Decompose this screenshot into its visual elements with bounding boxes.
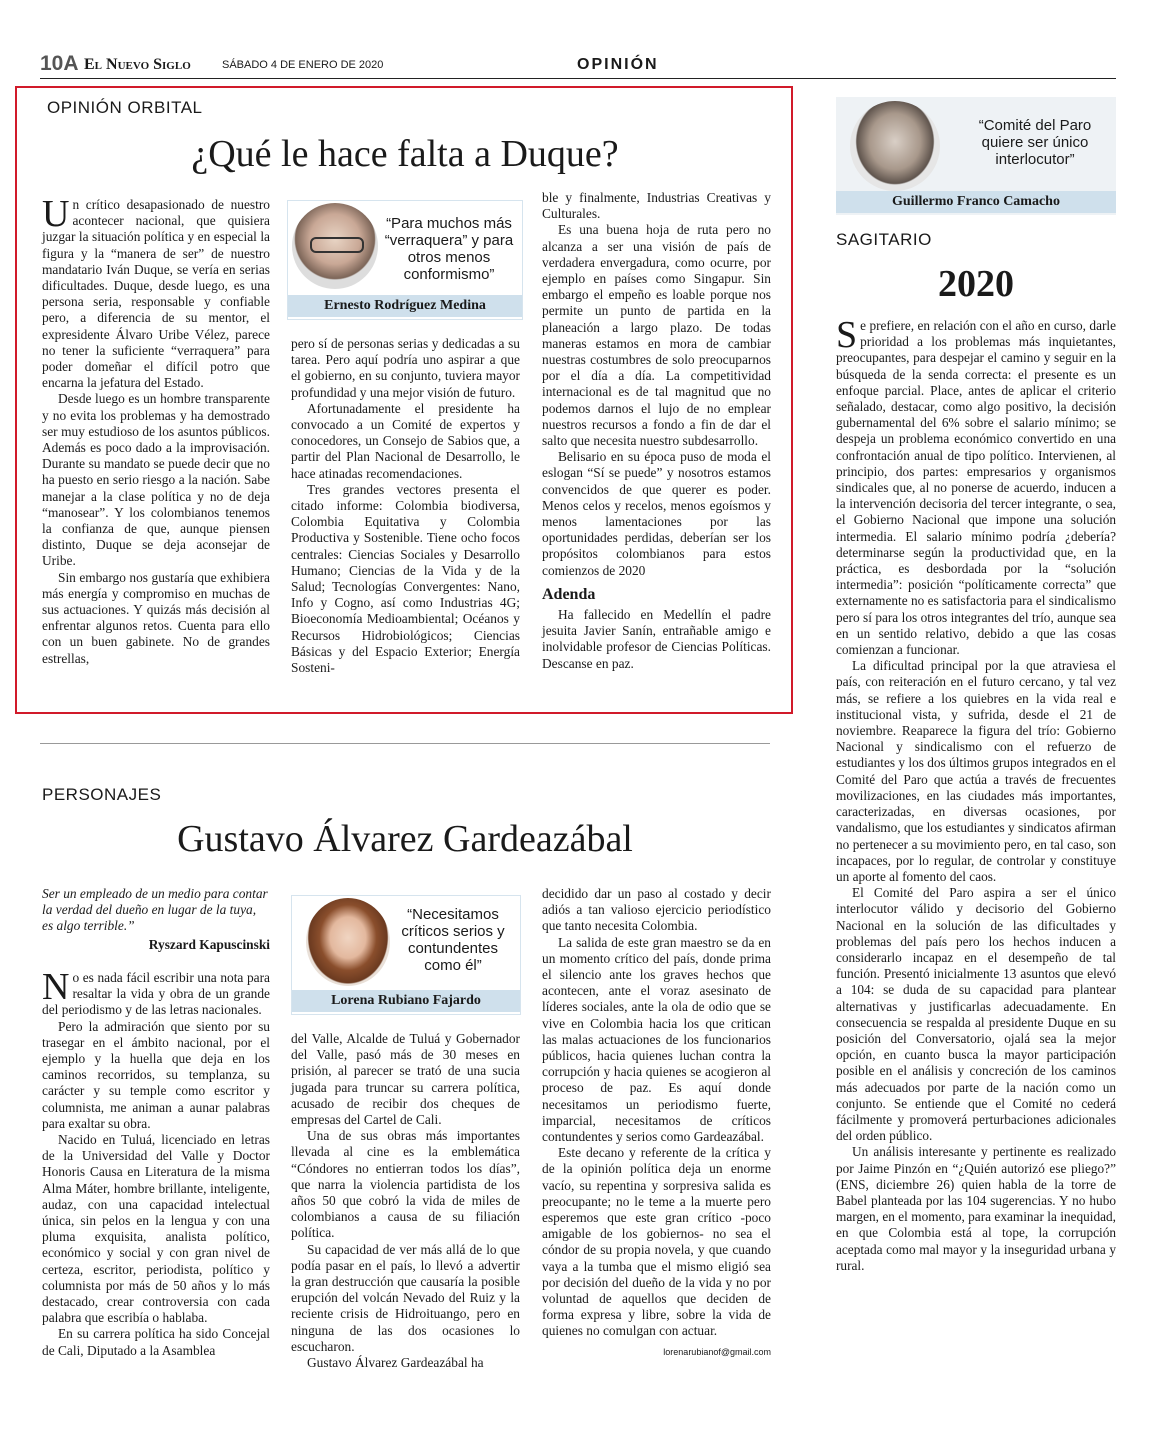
paper-name: El Nuevo Siglo [84,56,191,73]
epigraph [42,886,270,953]
article3-author: Guillermo Franco Camacho [836,191,1116,213]
page-number: 10A [40,52,79,75]
article1-col2: pero sí de personas serias y dedicadas a su tarea. Pero aquí podría uno aspirar a que el gobierno, en su conjunto, tuviera mayor profundidad y una mejor visión de futuro. Afortunadamente el presidente ha convocado a un Comité de expertos y conocedores, un Consejo de Sabios que, a partir del Plan Nacional de Desarrollo, le hace atinadas recomendaciones. Tres grandes vectores presenta el citado informe: Colombia biodiversa, Colombia Equitativa y Colombia Productiva y Sostenible. Tiene ocho focos centrales: Ciencias Sociales y Desarrollo Humano; Ciencias de la Vida y de la Salud; Tecnologías Convergentes: Nano, Info y Cogno, así como Industrias 4G; Bioeconomía Medioambiental; Océanos y Recursos Hidrobiológicos; Ciencias Básicas y del Espacio Exterior; Energía Sosteni- [291,336,520,676]
dropcap: U [42,193,70,235]
article2-col2: del Valle, Alcalde de Tuluá y Gobernador del Valle, pasó más de 30 meses en prisión, al parecer se trató de una sucia jugada para truncar su carrera política, acusado de recibir dos cheques de empresas del Cartel de Cali. Una de sus obras más importantes llevada al cine es la emblemática “Cóndores no entierran todos los días”, que narra la violencia partidista de los años 50 que cobró la vida de miles de colombianos a causa de su filiación política. Su capacidad de ver más allá de lo que podía pasar en el país, lo llevó a advertir la gran destrucción que causaría la posible erupción del volcán Nevado del Ruiz y la reciente crisis de Hidroituango, pero en ninguna de las dos ocasiones lo escucharon. Gustavo Álvarez Gardeazábal ha [291,1031,520,1371]
article3-headline: 2020 [938,263,1014,305]
dropcap: S [836,314,858,356]
author-photo [292,203,378,289]
article1-col3: ble y finalmente, Industrias Creativas y Culturales. Es una buena hoja de ruta pero no alcanza a ser una visión de país de verdadera envergadura, como ocurre, por ejemplo en países como Singapur. Sin embargo el empeño es loable porque nos permite un punto de partida en la planeación a largo plazo. De todas maneras estamos en mora de cambiar nuestras costumbres de solo preocuparnos por el día a día. La competitividad internacional es de tal magnitud que no podemos darnos el lujo de no emplear nuestros recursos a fondo a fin de dar el salto que necesita nuestro subdesarrollo. Belisario en su época puso de moda el eslogan “Sí se puede” y nosotros estamos convencidos de que querer es poder. Menos celos y recelos, menos egoísmos y menos lamentaciones por las oportunidades perdidas, deberían ser los propósitos colombianos para estos comienzos de 2020 Adenda Ha fallecido en Medellín el padre jesuita Javier Sanín, entrañable amigo e inolvidable profesor de Ciencias Políticas. Descanse en paz. [542,190,771,671]
article2-col3: decidido dar un paso al costado y decir adiós a tan valioso ejercicio periodístico que tanto necesita Colombia. La salida de este gran maestro se da en un momento crítico del país, donde prima el silencio ante los graves hechos que acontecen, ante el voraz asesinato de líderes sociales, ante la ola de odio que se vive en Colombia hacia los que critican las malas actuaciones de los funcionarios públicos, hacia quienes luchan contra la corrupción y hacia quienes se acogieron al proceso de paz. Es aquí donde necesitamos un periodismo fuerte, imparcial, necesitamos de críticos contundentes y serios como Gardeazábal. Este decano y referente de la crítica y de la opinión política deja un enorme vacío, su repentina y sorpresiva salida es preocupante; no le teme a la muerte pero esperemos que este gran crítico -poco amigable de los gobiernos- no sea el cóndor de su propia novela, y que cuando vaya a la tumba que el mismo eligió sea por decisión del dueño de la vida y no por voluntad de aquellos que deciden de forma expresa y libre, sobre la vida de quienes no comulgan con actuar. lorenarubianof@gmail.com [542,886,771,1360]
section-divider [40,743,770,744]
section-title: OPINIÓN [577,56,659,73]
article2-quote-box [291,895,521,1015]
addendum-title: Adenda [542,585,596,603]
issue-date: SÁBADO 4 DE ENERO DE 2020 [222,59,384,71]
author-photo [306,898,390,986]
article2-pullquote: “Necesitamos críticos serios y contundentes como él” [401,906,505,974]
article3-pullquote: “Comité del Paro quiere ser único interlocutor” [978,117,1092,168]
article2-author: Lorena Rubiano Fajardo [292,990,520,1012]
dropcap: N [42,966,70,1008]
article2-col1: No es nada fácil escribir una nota para resaltar la vida y obra de un grande del periodismo y de las letras nacionales. Pero la admiración que siento por su trasegar en el ámbito nacional, por el ejemplo y la huella que deja en los caminos recorridos, su templanza, su carácter y su temple como escritor y columnista, me animan a aunar palabras para exaltar su obra. Nacido en Tuluá, licenciado en letras de la Universidad del Valle y Doctor Honoris Causa en Literatura de la misma Alma Máter, hombre brillante, inteligente, audaz, con una capacidad intelectual única, sin pelos en la lengua y con una pluma exquisita, analista político, económico y social y con gran nivel de certeza, escritor, periodista, político y columnista por más de 50 años y lo más destacado, crear controversia con cada palabra que escribía o hablaba. En su carrera política ha sido Concejal de Cali, Diputado a la Asamblea [42,966,270,1358]
article1-kicker: OPINIÓN ORBITAL [47,98,203,117]
article3-kicker: SAGITARIO [836,230,932,249]
article1-col1: Un crítico desapasionado de nuestro acontecer nacional, que quisiera juzgar la situación política y en especial la figura y la “manera de ser” de nuestro mandatario Iván Duque, se vería en serias dificultades. Duque, desde luego, es una persona seria, responsable y confiable pero, a diferencia de su mentor, el expresidente Álvaro Uribe Vélez, parece no tener la suficiente “verraquera” para poder domeñar el difícil potro que encarna la jefatura del Estado. Desde luego es un hombre transparente y no evita los problemas y ha demostrado ser muy estudioso de los asuntos públicos. Además es poco dado a la improvisación. Durante su mandato se puede decir que no ha puesto en serio riesgo a la nación. Sabe manejar a la clase política y no de deja “manosear”. Y los colombianos tenemos la confianza de que, aunque piensen distinto, Duque se deja aconsejar de Uribe. Sin embargo nos gustaría que exhibiera más energía y compromiso en muchas de sus actuaciones. Y quizás más decisión al enfrentar algunos retos. Cuenta para ello con un buen gabinete. No de grandes estrellas, [42,193,270,666]
article3-body: Se prefiere, en relación con el año en curso, darle prioridad a los problemas más inquietantes, preocupantes, para despejar el camino y seguir en la búsqueda de la senda correcta: el presente es un enfoque parcial. Place, antes de aplicar el criterio señalado, destacar, como algo positivo, la decisión gubernamental del 6% sobre el salario mínimo; se despeja un problema económico convertido en una confrontación anual de tipo político. Intervienen, al principio, dos partes: empresarios y organismos sindicales que, al no ponerse de acuerdo, inducen a la intervención decisoria del tercer integrante, o sea, el Gobierno Nacional que impone una solución intermedia. El salario mínimo podría ¿debería? determinarse según la productividad que, en la práctica, es desbordada por la “solución intermedia”: posición “políticamente correcta” que externamente no es satisfactoria para el sindicalismo pero sí para los otros integrantes del trío, aunque sea en un sentido relativo, debido a que las cosas comienzan a funcionar. La dificultad principal por la que atraviesa el país, con reiteración en el futuro cercano, y tal vez más, se refiere a los quiebres en la vida real e institucional vista, y sufrida, desde el 21 de noviembre. Reaparece la figura del trío: Gobierno Nacional y sindicalismo con el refuerzo de estudiantes y los dos últimos grupos integrados en el Comité del Paro que actúa a través de frecuentes movilizaciones, en las ciudades más importantes, caracterizadas, en diversas ocasiones, por vandalismo, que los estudiantes y sindicatos afirman no pertenecer a su movimiento pero, en tal caso, son incapaces, por lo regular, de controlar y constituye un aporte al fomento del caos. El Comité del Paro aspira a ser el único interlocutor válido y decisorio del Gobierno Nacional en la solución de las dificultades y problemas del país pero los hechos inducen a considerarlo incapaz en el desempeño de tal función. Presentó inicialmente 13 asuntos que elevó a 104: se duda de su capacidad para plantear alternativas y justificarlas adecuadamente. En consecuencia se respalda al presidente Duque en su posición del Conversatorio, ojalá sea la mejor opción, en cuanto busca la mayor participación posible en el análisis y concreción de los caminos más adecuados por parte de la nación como un conjunto. Se entiende que el Comité no cederá fácilmente y promoverá perturbaciones adicionales del orden público. Un análisis interesante y pertinente es realizado por Jaime Pinzón en “¿Quién autorizó ese pliego?” (ENS, diciembre 26) quien habla de la torre de Babel planteada por las 104 sugerencias. Y no hubo margen, en el momento, para examinar la inequidad, en que Colombia está al tope, la corrupción aceptada como mal mayor y la inseguridad urbana y rural. [836,314,1116,1273]
article1-pullquote: “Para muchos más “verraquera” y para otros menos conformismo” [384,215,514,283]
article1-author: Ernesto Rodríguez Medina [288,295,522,317]
article1-quote-box [287,200,523,320]
addendum-text: Ha fallecido en Medellín el padre jesuita Javier Sanín, entrañable amigo e inolvidable profesor de Ciencias Políticas. Descanse en paz. [542,607,771,671]
masthead [40,52,1116,79]
article2-kicker: PERSONAJES [42,785,162,804]
article1-headline: ¿Qué le hace falta a Duque? [191,133,619,175]
glasses-icon [310,237,364,253]
article3-quote-box [836,97,1116,215]
epigraph-author: Ryszard Kapuscinski [148,936,270,952]
article2-headline: Gustavo Álvarez Gardeazábal [177,818,633,860]
author-email: lorenarubianof@gmail.com [663,1346,771,1357]
author-photo [850,101,940,191]
epigraph-text: Ser un empleado de un medio para contar la verdad del dueño en lugar de la tuya, es algo terrible.” [42,886,268,934]
